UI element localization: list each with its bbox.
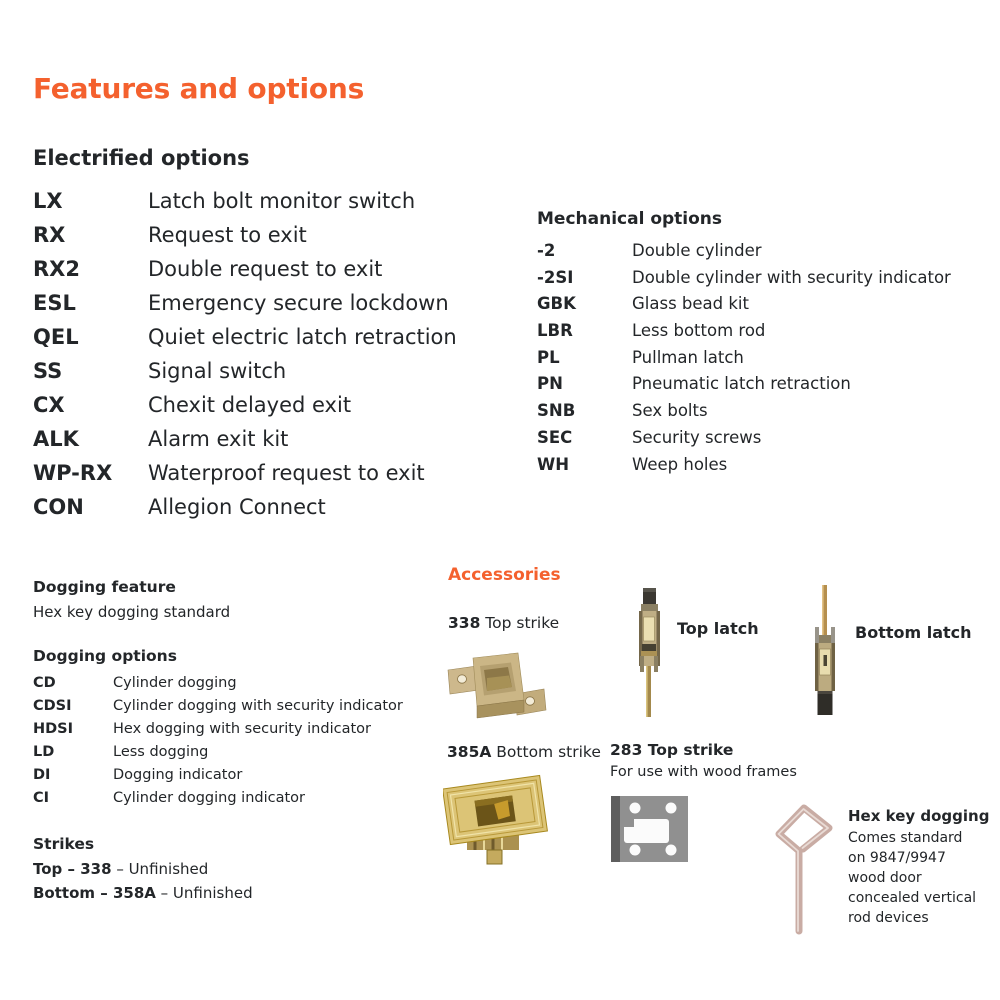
strike-code: Bottom – 358A <box>33 883 156 902</box>
electrified-item <box>33 286 457 320</box>
option-desc: Allegion Connect <box>148 495 326 519</box>
option-code: ALK <box>33 427 79 451</box>
option-desc: Weep holes <box>632 454 728 474</box>
top-latch-image <box>631 587 667 719</box>
electrified-options-list <box>33 184 457 524</box>
option-code: WP-RX <box>33 461 113 485</box>
option-code: RX <box>33 223 66 247</box>
hex-key-line: concealed vertical <box>848 890 977 906</box>
page-title: Features and options <box>33 72 365 105</box>
hex-key-line: Comes standard <box>848 830 963 846</box>
option-code: PN <box>537 374 563 394</box>
dogging-options-heading: Dogging options <box>33 647 177 665</box>
option-code: CX <box>33 393 65 417</box>
option-code: GBK <box>537 294 576 314</box>
option-desc: Chexit delayed exit <box>148 393 352 417</box>
mechanical-item <box>537 265 951 292</box>
hex-key-line: rod devices <box>848 910 929 926</box>
mechanical-item <box>537 238 951 265</box>
option-desc: Glass bead kit <box>632 294 749 314</box>
strike-283-subtext: For use with wood frames <box>610 764 797 780</box>
dogging-item <box>33 672 403 695</box>
option-desc: Less dogging <box>113 744 209 760</box>
strike-line <box>33 882 253 906</box>
option-code: LX <box>33 189 63 213</box>
strikes-heading: Strikes <box>33 835 95 853</box>
mechanical-item <box>537 398 951 425</box>
option-code: CON <box>33 495 84 519</box>
electrified-item <box>33 388 457 422</box>
option-desc: Dogging indicator <box>113 767 243 783</box>
option-desc: Quiet electric latch retraction <box>148 325 457 349</box>
hex-key-line: on 9847/9947 <box>848 850 946 866</box>
option-desc: Pneumatic latch retraction <box>632 374 851 394</box>
dogging-feature-text: Hex key dogging standard <box>33 603 231 621</box>
dogging-options-list <box>33 672 403 810</box>
option-code: LBR <box>537 321 573 341</box>
dogging-feature-heading: Dogging feature <box>33 578 176 596</box>
electrified-item <box>33 252 457 286</box>
electrified-item <box>33 184 457 218</box>
option-desc: Less bottom rod <box>632 321 766 341</box>
electrified-item <box>33 354 457 388</box>
option-code: DI <box>33 767 51 783</box>
mechanical-item <box>537 452 951 479</box>
option-code: CDSI <box>33 698 72 714</box>
dogging-item <box>33 741 403 764</box>
option-code: -2SI <box>537 267 574 287</box>
dogging-item <box>33 695 403 718</box>
option-desc: Double request to exit <box>148 257 383 281</box>
option-desc: Pullman latch <box>632 347 744 367</box>
option-code: SNB <box>537 401 576 421</box>
option-desc: Double cylinder with security indicator <box>632 267 951 287</box>
option-code: WH <box>537 454 570 474</box>
mechanical-item <box>537 291 951 318</box>
mechanical-options-list <box>537 238 951 478</box>
option-desc: Sex bolts <box>632 401 708 421</box>
top-latch-label: Top latch <box>677 619 759 638</box>
strike-338-image <box>446 638 548 724</box>
option-desc: Request to exit <box>148 223 307 247</box>
option-code: CI <box>33 790 50 806</box>
option-code: LD <box>33 744 55 760</box>
option-desc: Cylinder dogging with security indicator <box>113 698 403 714</box>
option-desc: Cylinder dogging indicator <box>113 790 305 806</box>
option-code: RX2 <box>33 257 80 281</box>
strike-283-label: 283 Top strike <box>610 741 734 759</box>
option-desc: Signal switch <box>148 359 287 383</box>
hex-key-line: wood door <box>848 870 922 886</box>
accessories-heading: Accessories <box>448 565 561 585</box>
hex-key-label: Hex key dogging <box>848 807 990 825</box>
strike-line <box>33 858 253 882</box>
strike-code: Top – 338 <box>33 860 112 878</box>
option-code: -2 <box>537 241 556 260</box>
electrified-options-heading: Electrified options <box>33 146 250 170</box>
option-code: HDSI <box>33 721 74 737</box>
strike-385a-image <box>443 766 548 868</box>
strike-finish: – Unfinished <box>155 883 253 902</box>
hex-key-description <box>848 828 988 928</box>
option-desc: Alarm exit kit <box>148 427 289 451</box>
electrified-item <box>33 218 457 252</box>
mechanical-item <box>537 345 951 372</box>
electrified-item <box>33 490 457 524</box>
strike-338-label: 338 Top strike <box>448 614 560 632</box>
dogging-item <box>33 718 403 741</box>
option-code: SEC <box>537 427 573 447</box>
mechanical-item <box>537 425 951 452</box>
strike-385a-label: 385A Bottom strike <box>447 743 601 761</box>
hex-key-image <box>772 801 836 935</box>
option-desc: Double cylinder <box>632 241 762 260</box>
electrified-item <box>33 456 457 490</box>
dogging-item <box>33 764 403 787</box>
option-desc: Security screws <box>632 427 762 447</box>
option-code: SS <box>33 359 63 383</box>
option-code: PL <box>537 347 560 367</box>
strike-283-image <box>610 794 690 864</box>
dogging-item <box>33 787 403 810</box>
bottom-latch-label: Bottom latch <box>855 623 972 642</box>
electrified-item <box>33 422 457 456</box>
option-desc: Latch bolt monitor switch <box>148 189 416 213</box>
bottom-latch-image <box>807 583 843 720</box>
option-desc: Emergency secure lockdown <box>148 291 449 315</box>
option-desc: Cylinder dogging <box>113 675 237 691</box>
mechanical-item <box>537 318 951 345</box>
mechanical-options-heading: Mechanical options <box>537 209 723 229</box>
option-code: ESL <box>33 291 76 315</box>
option-code: QEL <box>33 325 79 349</box>
option-code: CD <box>33 675 56 691</box>
option-desc: Hex dogging with security indicator <box>113 721 371 737</box>
strike-finish: – Unfinished <box>111 860 209 878</box>
electrified-item <box>33 320 457 354</box>
strikes-list <box>33 858 253 905</box>
option-desc: Waterproof request to exit <box>148 461 425 485</box>
mechanical-item <box>537 371 951 398</box>
